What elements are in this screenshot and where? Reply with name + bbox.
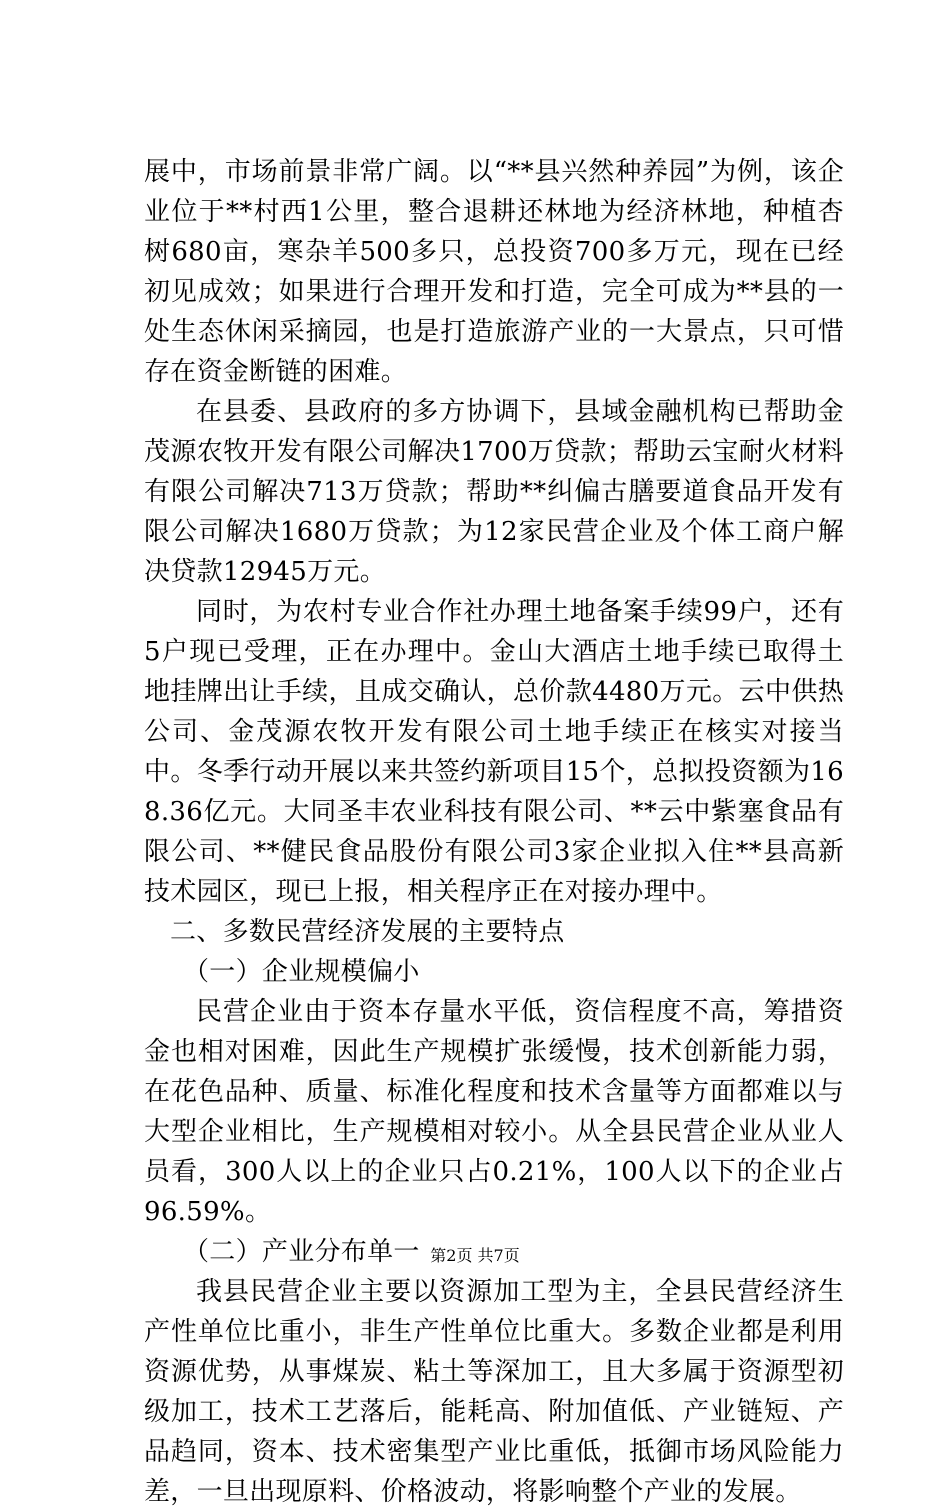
paragraph-loans: 在县委、县政府的多方协调下，县域金融机构已帮助金茂源农牧开发有限公司解决1700万贷款；帮助云宝耐火材料有限公司解决713万贷款；帮助**纠偏古膳要道食品开发有限公司解决1680万贷款；为12家民营企业及个体工商户解决贷款12945万元。 [144, 397, 844, 587]
paragraph-industry: 我县民营企业主要以资源加工型为主，全县民营经济生产性单位比重小，非生产性单位比重大。多数企业都是利用资源优势，从事煤炭、粘土等深加工，且大多属于资源型初级加工，技术工艺落后，能耗高、附加值低、产业链短、产品趋同，资本、技术密集型产业比重低，抵御市场风险能力差，一旦出现原料、价格波动，将影响整个产业的发展。 [144, 1277, 844, 1507]
paragraph-land-procedures: 同时，为农村专业合作社办理土地备案手续99户，还有5户现已受理，正在办理中。金山大酒店土地手续已取得土地挂牌出让手续，且成交确认，总价款4480万元。云中供热公司、金茂源农牧开发有限公司土地手续正在核实对接当中。冬季行动开展以来共签约新项目15个，总拟投资额为168.36亿元。大同圣丰农业科技有限公司、**云中紫塞食品有限公司、**健民食品股份有限公司3家企业拟入住**县高新技术园区，现已上报，相关程序正在对接办理中。 [144, 597, 844, 907]
paragraph-scale: 民营企业由于资本存量水平低，资信程度不高，筹措资金也相对困难，因此生产规模扩张缓慢，技术创新能力弱，在花色品种、质量、标准化程度和技术含量等方面都难以与大型企业相比，生产规模相对较小。从全县民营企业从业人员看，300人以上的企业只占0.21%，100人以下的企业占96.59%。 [144, 997, 844, 1227]
subsection-heading-1: （一）企业规模偏小 [183, 957, 420, 987]
paragraph-continuation: 展中，市场前景非常广阔。以“**县兴然种养园”为例，该企业位于**村西1公里，整合退耕还林地为经济林地，种植杏树680亩，寒杂羊500多只，总投资700多万元，现在已经初见成效；如果进行合理开发和打造，完全可成为**县的一处生态休闲采摘园，也是打造旅游产业的一大景点，只可惜存在资金断链的困难。 [144, 157, 844, 387]
page-number-footer: 第2页 共7页 [430, 1246, 520, 1265]
body-text [144, 152, 844, 1512]
section-heading: 二、多数民营经济发展的主要特点 [170, 917, 565, 947]
subsection-heading-2: （二）产业分布单一 [183, 1237, 420, 1267]
